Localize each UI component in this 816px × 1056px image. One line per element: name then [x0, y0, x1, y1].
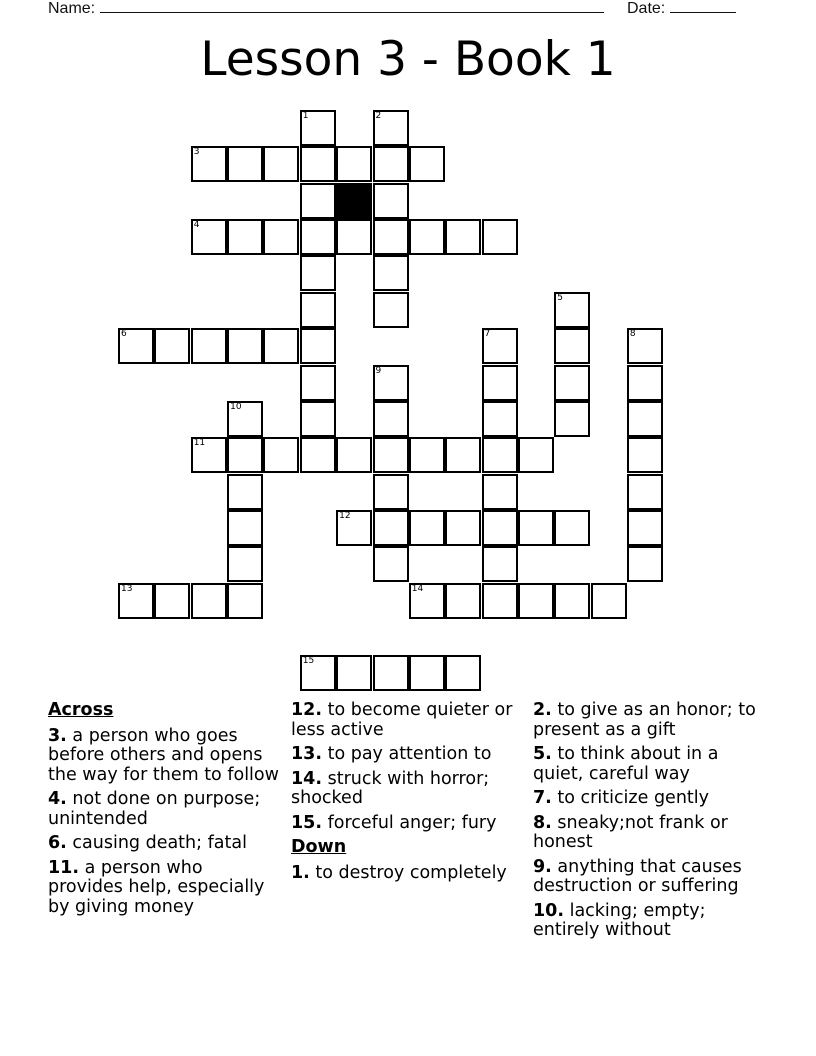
clue-down-8 [533, 814, 773, 853]
clue-across-11 [48, 859, 280, 918]
clue-text: to destroy completely [315, 862, 507, 883]
grid-cell[interactable] [445, 510, 481, 546]
grid-cell[interactable] [373, 401, 409, 437]
grid-cell[interactable] [554, 583, 590, 619]
grid-cell[interactable] [336, 510, 372, 546]
grid-cell[interactable] [227, 510, 263, 546]
grid-cell[interactable] [373, 437, 409, 473]
grid-cell[interactable] [409, 583, 445, 619]
grid-cell[interactable] [227, 546, 263, 582]
grid-cell[interactable] [300, 110, 336, 146]
grid-cell[interactable] [409, 219, 445, 255]
clue-down-1 [291, 864, 523, 884]
grid-cell[interactable] [409, 510, 445, 546]
clue-down-5 [533, 745, 773, 784]
grid-cell[interactable] [482, 583, 518, 619]
grid-cell[interactable] [554, 510, 590, 546]
grid-clue-number: 5 [557, 292, 563, 303]
grid-cell[interactable] [336, 655, 372, 691]
grid-cell[interactable] [627, 546, 663, 582]
grid-cell[interactable] [191, 219, 227, 255]
clue-text: a person who goes before others and opens the way for them to follow [48, 725, 279, 785]
clue-text: forceful anger; fury [327, 812, 497, 833]
grid-cell[interactable] [300, 146, 336, 182]
grid-clue-number: 15 [302, 656, 315, 667]
grid-cell[interactable] [227, 474, 263, 510]
clue-text: sneaky;not frank or honest [533, 812, 728, 852]
grid-cell[interactable] [373, 365, 409, 401]
grid-clue-number: 9 [375, 365, 382, 376]
clue-number: 13. [291, 744, 323, 764]
grid-cell[interactable] [300, 292, 336, 328]
clue-down-10 [533, 902, 773, 941]
grid-cell[interactable] [300, 401, 336, 437]
grid-clue-number: 8 [629, 329, 636, 340]
clue-number: 7. [533, 788, 552, 808]
black-square [336, 183, 372, 219]
grid-cell[interactable] [482, 365, 518, 401]
grid-cell[interactable] [300, 655, 336, 691]
grid-cell[interactable] [554, 365, 590, 401]
grid-cell[interactable] [263, 219, 299, 255]
clue-across-6 [48, 834, 280, 854]
grid-cell[interactable] [482, 474, 518, 510]
clues-column-1 [48, 701, 280, 922]
grid-cell[interactable] [554, 292, 590, 328]
clue-number: 9. [533, 856, 552, 877]
grid-cell[interactable] [373, 655, 409, 691]
grid-cell[interactable] [373, 146, 409, 182]
clue-text: to think about in a quiet, careful way [533, 744, 719, 784]
grid-cell[interactable] [300, 437, 336, 473]
clue-number: 5. [533, 744, 552, 764]
grid-cell[interactable] [518, 437, 554, 473]
grid-cell[interactable] [554, 328, 590, 364]
grid-cell[interactable] [191, 146, 227, 182]
grid-cell[interactable] [227, 328, 263, 364]
grid-cell[interactable] [482, 328, 518, 364]
clue-number: 10. [533, 900, 565, 921]
clue-text: lacking; empty; entirely without [533, 900, 706, 940]
clue-text: causing death; fatal [72, 833, 247, 853]
grid-clue-number: 1 [302, 111, 309, 121]
grid-cell[interactable] [627, 401, 663, 437]
grid-cell[interactable] [154, 583, 190, 619]
grid-cell[interactable] [482, 546, 518, 582]
page-title: Lesson 3 - Book 1 [200, 32, 616, 87]
grid-cell[interactable] [373, 474, 409, 510]
grid-cell[interactable] [373, 510, 409, 546]
grid-cell[interactable] [627, 328, 663, 364]
clue-number: 12. [291, 700, 323, 720]
clue-text: to give as an honor; to present as a gift [533, 700, 756, 740]
grid-cell[interactable] [300, 183, 336, 219]
clue-number: 1. [291, 862, 310, 883]
clue-text: to criticize gently [557, 788, 709, 808]
grid-clue-number: 14 [411, 583, 424, 594]
clue-across-14 [291, 770, 523, 809]
grid-cell[interactable] [554, 401, 590, 437]
grid-cell[interactable] [227, 583, 263, 619]
grid-clue-number: 13 [121, 583, 133, 594]
clue-text: not done on purpose; unintended [48, 789, 261, 829]
clue-down-7 [533, 789, 773, 809]
grid-clue-number: 7 [484, 329, 491, 340]
clue-across-13 [291, 745, 523, 765]
grid-cell[interactable] [227, 219, 263, 255]
date-label: Date: [627, 0, 666, 17]
clue-down-2 [533, 701, 773, 740]
clue-number: 14. [291, 768, 323, 789]
grid-cell[interactable] [445, 655, 481, 691]
clue-across-15 [291, 814, 523, 834]
grid-cell[interactable] [373, 546, 409, 582]
grid-cell[interactable] [118, 328, 154, 364]
grid-cell[interactable] [191, 437, 227, 473]
grid-clue-number: 2 [375, 111, 382, 121]
grid-clue-number: 6 [121, 329, 127, 340]
grid-cell[interactable] [336, 437, 372, 473]
grid-cell[interactable] [154, 328, 190, 364]
grid-cell[interactable] [373, 219, 409, 255]
grid-cell[interactable] [300, 365, 336, 401]
grid-cell[interactable] [336, 219, 372, 255]
grid-cell[interactable] [482, 510, 518, 546]
clue-number: 4. [48, 789, 67, 809]
grid-cell[interactable] [373, 255, 409, 291]
grid-cell[interactable] [191, 583, 227, 619]
clue-number: 15. [291, 812, 323, 833]
grid-cell[interactable] [482, 219, 518, 255]
clue-number: 3. [48, 725, 67, 746]
clue-down-9 [533, 858, 773, 897]
grid-cell[interactable] [445, 437, 481, 473]
grid-cell[interactable] [627, 437, 663, 473]
grid-cell[interactable] [300, 255, 336, 291]
grid-cell[interactable] [300, 328, 336, 364]
grid-cell[interactable] [227, 401, 263, 437]
clues-column-2 [291, 701, 523, 888]
grid-cell[interactable] [627, 510, 663, 546]
grid-cell[interactable] [482, 401, 518, 437]
clue-number: 8. [533, 812, 552, 833]
grid-clue-number: 11 [193, 438, 206, 449]
clue-across-4 [48, 790, 280, 829]
grid-cell[interactable] [263, 146, 299, 182]
grid-cell[interactable] [445, 219, 481, 255]
grid-cell[interactable] [627, 474, 663, 510]
clue-text: a person who provides help, especially by giving money [48, 857, 265, 917]
clue-across-12 [291, 701, 523, 740]
grid-cell[interactable] [300, 219, 336, 255]
down-heading: Down [291, 837, 347, 857]
grid-clue-number: 4 [193, 220, 200, 231]
grid-cell[interactable] [191, 328, 227, 364]
grid-clue-number: 3 [193, 147, 200, 158]
grid-cell[interactable] [482, 437, 518, 473]
clues-column-3 [533, 701, 773, 946]
clue-number: 11. [48, 857, 80, 878]
grid-cell[interactable] [591, 583, 627, 619]
grid-cell[interactable] [373, 110, 409, 146]
grid-cell[interactable] [627, 365, 663, 401]
across-heading: Across [48, 700, 114, 720]
name-label: Name: [48, 0, 96, 17]
grid-cell[interactable] [373, 183, 409, 219]
grid-cell[interactable] [518, 510, 554, 546]
grid-cell[interactable] [445, 583, 481, 619]
grid-cell[interactable] [263, 328, 299, 364]
grid-cell[interactable] [118, 583, 154, 619]
clue-across-3 [48, 727, 280, 786]
grid-cell[interactable] [263, 437, 299, 473]
clue-number: 6. [48, 833, 67, 853]
clue-text: to become quieter or less active [291, 700, 513, 740]
grid-cell[interactable] [227, 146, 263, 182]
grid-cell[interactable] [409, 655, 445, 691]
clue-number: 2. [533, 700, 552, 720]
clue-text: to pay attention to [327, 744, 492, 764]
clue-text: anything that causes destruction or suffering [533, 856, 742, 896]
grid-cell[interactable] [518, 583, 554, 619]
grid-cell[interactable] [227, 437, 263, 473]
grid-cell[interactable] [336, 146, 372, 182]
grid-cell[interactable] [409, 146, 445, 182]
grid-clue-number: 12 [339, 510, 351, 521]
grid-clue-number: 10 [230, 401, 242, 412]
clue-text: struck with horror; shocked [291, 768, 490, 808]
grid-cell[interactable] [373, 292, 409, 328]
grid-cell[interactable] [409, 437, 445, 473]
